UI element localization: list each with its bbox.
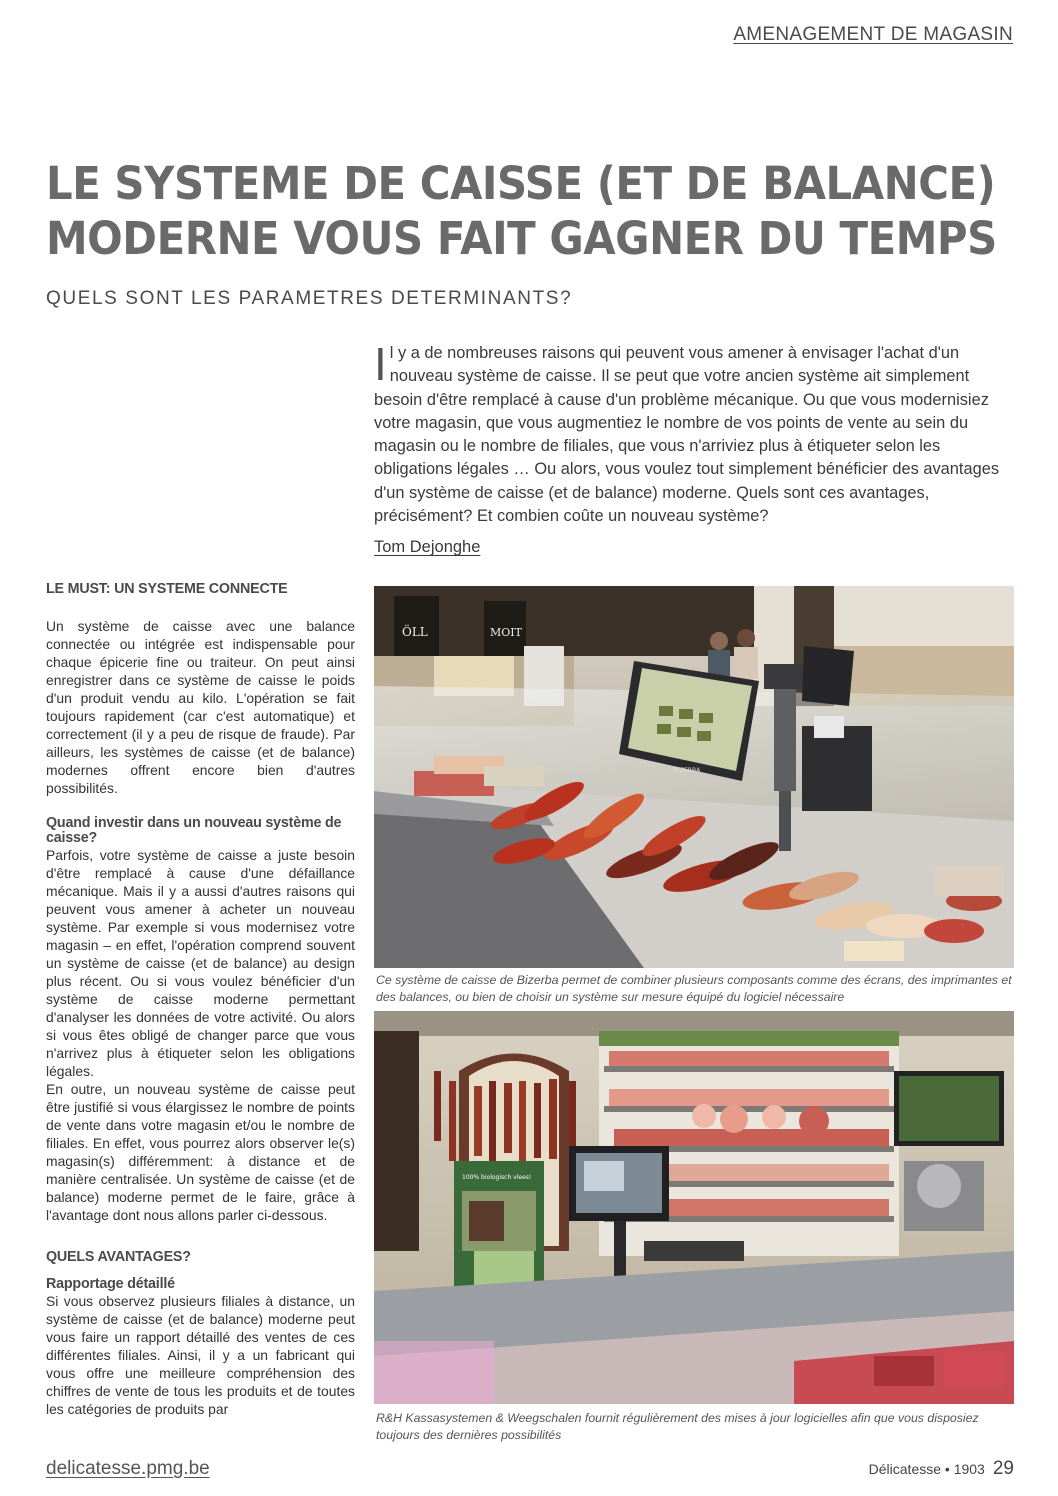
article-title — [46, 156, 997, 266]
intro-text: l y a de nombreuses raisons qui peuvent vous amener à envisager l'achat d'un nouveau système de caisse. Il se peut que votre ancien système ait simplement besoin d'être remplacé à cause d'un problème mécanique. Ou que vous modernisiez votre magasin, que vous augmentiez le nombre de vos points de vente au sein du magasin ou le nombre de filiales, que vous n'arriviez plus à étiqueter selon les obligations légales … Ou alors, vous voulez tout simplement bénéficier des avantages d'un système de caisse (et de balance) moderne. Quels sont ces avantages, précisément? Et combien coûte un nouveau système? — [374, 344, 1000, 526]
paragraph-connected: Un système de caisse avec une balance connectée ou intégrée est indispensable pour chaque épicerie fine ou traiteur. On peut ainsi enregistrer dans ce système de caisse le poids d'un produit vendu au kilo. L'opération se fait toujours rapidement (car c'est automatique) et correctement (il y a peu de risque de fraude). Par ailleurs, les systèmes de caisse (et de balance) modernes offrent encore bien d'autres possibilités. — [46, 618, 355, 796]
footer-website-link[interactable]: delicatesse.pmg.be — [46, 1458, 210, 1479]
chalkboard-sign-text: ÖLL — [402, 625, 428, 639]
hanging-sausages — [434, 1071, 576, 1166]
footer-page-number: 29 — [992, 1458, 1014, 1479]
title-line-1: LE SYSTEME DE CAISSE (ET DE BALANCE) — [46, 157, 996, 210]
section-label[interactable]: AMENAGEMENT DE MAGASIN — [733, 24, 1013, 45]
photo-rh-shop — [374, 1011, 1014, 1404]
footer-magazine-issue: Délicatesse • 1903 — [868, 1461, 985, 1477]
footer-page-info — [869, 1458, 1014, 1480]
section-heading-reporting: Rapportage détaillé — [46, 1276, 175, 1292]
article-subtitle: QUELS SONT LES PARAMETRES DETERMINANTS? — [46, 288, 573, 309]
photo-caption-2: R&H Kassasystemen & Weegschalen fournit régulièrement des mises à jour logicielles afin que vous disposiez toujours des dernières possibilités — [376, 1411, 979, 1442]
receipt-printer — [802, 726, 872, 811]
title-line-2: MODERNE VOUS FAIT GAGNER DU TEMPS — [46, 212, 997, 265]
paragraph-when-invest-2: En outre, un nouveau système de caisse peut être justifié si vous élargissez le nombre de points de vente dans votre magasin et/ou le nombre de filiales. En effet, vous pourrez alors observer le(s) magasin(s) différemment: à distance et de manière centralisée. Un système de caisse (et de balance) moderne permet de le faire, grâce à l'avantage dont nous allons parler ci-dessous. — [46, 1081, 355, 1223]
photo-bizerba-illustration — [374, 586, 1014, 968]
photo-bizerba-checkout — [374, 586, 1014, 968]
photo-caption-1: Ce système de caisse de Bizerba permet de combiner plusieurs composants comme des écrans, des imprimantes et des balances, ou bien de choisir un système sur mesure équipé du logiciel nécessaire — [376, 973, 1012, 1004]
paragraph-when-invest-1: Parfois, votre système de caisse a juste besoin d'être remplacé à cause d'une défaillance mécanique. Mais il y a aussi d'autres raisons qui peuvent vous amener à acheter un nouveau système. Par exemple si vous modernisez votre magasin – en effet, l'opération comprend souvent un système de caisse (et de balance) au design plus récent. Ou si vous voulez bénéficier d'un système de caisse moderne permettant d'analyser les données de votre activité. Ou alors si vous êtes obligé de changer parce que vous n'arrivez plus à étiqueter selon les obligations légales. — [46, 847, 355, 1079]
paragraph-reporting: Si vous observez plusieurs filiales à distance, un système de caisse (et de balance) moderne peut vous faire un rapport détaillé des ventes de ces différentes filiales. Ainsi, il y a un fabricant qui vous offre une meilleure compréhension des chiffres de vente de tous les produits et de toutes les catégories de produits par — [46, 1293, 355, 1417]
chalkboard-sign-2-text: MOIT — [490, 626, 522, 639]
intro-paragraph — [374, 338, 1014, 528]
photo-rh-illustration — [374, 1011, 1014, 1404]
leaflet-title: 100% biologisch vlees! — [462, 1174, 532, 1181]
left-column — [46, 580, 355, 1418]
terminal-brand: BIZERBA — [674, 767, 701, 774]
section-heading-advantages: QUELS AVANTAGES? — [46, 1249, 191, 1265]
section-heading-connected: LE MUST: UN SYSTEME CONNECTE — [46, 581, 288, 597]
leaflet-stand — [454, 1161, 544, 1296]
drop-cap: I — [374, 338, 387, 390]
section-heading-when-invest: Quand investir dans un nouveau système de caisse? — [46, 815, 342, 846]
author-link[interactable]: Tom Dejonghe — [374, 538, 481, 556]
